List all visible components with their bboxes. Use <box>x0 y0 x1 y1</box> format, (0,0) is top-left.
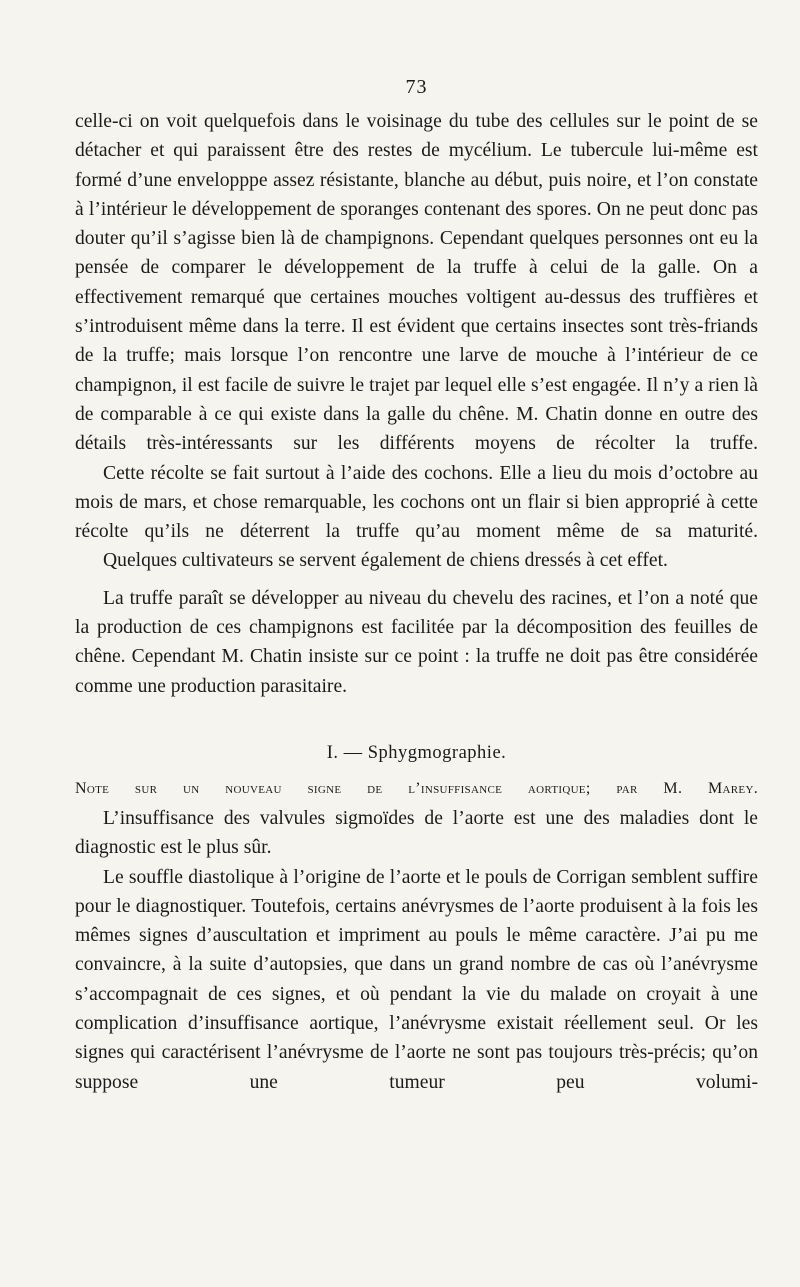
paragraph-mycelium-truffle-galle: celle-ci on voit quelquefois dans le voisinage du tube des cellules sur le point de se détacher et qui paraissent être des restes de mycélium. Le tubercule lui-même est formé d’une envelopppe assez résistante, blanche au début, puis noire, et l’on constate à l’intérieur le développement de sporanges contenant des spores. On ne peut donc pas douter qu’il s’agisse bien là de champignons. Cependant quelques personnes ont eu la pensée de comparer le développement de la truffe à celui de la galle. On a effectivement remarqué que certaines mouches voltigent au-dessus des truffières et s’introduisent même dans la terre. Il est évident que certains insectes sont très-friands de la truffe; mais lorsque l’on rencontre une larve de mouche à l’intérieur de ce champignon, il est facile de suivre le trajet par lequel elle s’est engagée. Il n’y a rien là de comparable à ce qui existe dans la galle du chêne. M. Chatin donne en outre des détails très-intéressants sur les différents moyens de récolter la truffe. <box>75 111 758 455</box>
section-title: I. — Sphygmographie. <box>326 742 507 763</box>
note-heading: Note sur un nouveau signe de l’insuffisance aortique; par M. Marey. <box>75 779 758 797</box>
paragraph-chiens: Quelques cultivateurs se servent également de chiens dressés à cet effet. <box>103 550 668 572</box>
paragraph-chevelu-racines: La truffe paraît se développer au niveau du chevelu des racines, et l’on a noté que la production de ces champignons est facilitée par la décomposition des feuilles de chêne. Cependant M. Chatin insiste sur ce point : la truffe ne doit pas être considérée comme une production parasitaire. <box>75 587 758 697</box>
paragraph-insuffisance: L’insuffisance des valvules sigmoïdes de l’aorte est une des maladies dont le diagnostic est le plus sûr. <box>75 807 758 859</box>
paragraph-souffle-diastolique: Le souffle diastolique à l’origine de l’aorte et le pouls de Corrigan semblent suffire pour le diagnostiquer. Toutefois, certains anévrysmes de l’aorte produisent à la fois les mêmes signes d’auscultation et impriment au pouls le même caractère. J’ai pu me convaincre, à la suite d’autopsies, que dans un grand nombre de cas où l’anévrysme s’accompagnait de ces signes, et où pendant la vie du malade on croyait à une complication d’insuffisance aortique, l’anévrysme existait réellement seul. Or les signes qui caractérisent l’anévrysme de l’aorte ne sont pas toujours très-précis; qu’on suppose une tumeur peu volumi- <box>75 866 758 1093</box>
page-number: 73 <box>405 76 428 98</box>
paragraph-recolte-cochons: Cette récolte se fait surtout à l’aide des cochons. Elle a lieu du mois d’octobre au mois de mars, et chose remarquable, les cochons ont un flair si bien approprié à cette récolte qu’ils ne déterrent la truffe qu’au moment même de sa maturité. <box>75 462 758 543</box>
